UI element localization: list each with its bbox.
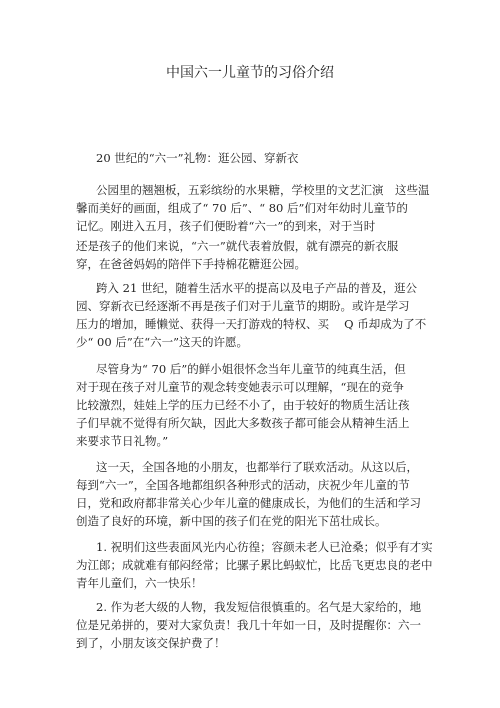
paragraph-line: 压力的增加，睡懒觉、获得一天打游戏的特权、买 Q 币却成为了不 — [76, 317, 427, 331]
paragraph-line: 穿，在爸爸妈妈的陪伴下手持棉花糖逛公园。 — [76, 257, 306, 271]
paragraph-line: 这一天，全国各地的小朋友，也都举行了联欢活动。从这以后， — [96, 460, 418, 474]
paragraph-line: 馨而美好的画面，组成了“ 70 后”、“ 80 后”们对年幼时儿童节的 — [76, 201, 408, 215]
paragraph-line: 跨入 21 世纪，随着生活水平的提高以及电子产品的普及，逛公 — [96, 281, 417, 295]
paragraph-line: 公园里的翘翘板，五彩缤纷的水果糖，学校里的文艺汇演 这些温 — [96, 183, 430, 197]
paragraph-line: 每到“六一”，全国各地都组织各种形式的活动，庆祝少年儿童的节 — [76, 478, 410, 492]
paragraph-line: 记忆。刚进入五月，孩子们便盼着“六一”的到来，对于当时 — [76, 219, 376, 233]
list-item-line: 2. 作为老大级的人物，我发短信很慎重的。名气是大家给的，地 — [96, 600, 422, 614]
list-item-line: 到了，小朋友该交保护费了！ — [76, 636, 226, 650]
paragraph-line: 子们早就不觉得有所欠缺，因此大多数孩子都可能会从精神生活上 — [76, 416, 410, 430]
list-item-line: 位是兄弟拼的，要对大家负责！我几十年如一日，及时提醒你：六一 — [76, 618, 421, 632]
list-item-line: 青年儿童们，六一快乐！ — [76, 576, 203, 590]
paragraph-line: 少“ 00 后”在“六一”这天的许愿。 — [76, 335, 248, 349]
paragraph-line: 日，党和政府都非常关心少年儿童的健康成长，为他们的生活和学习 — [76, 496, 421, 510]
paragraph-line: 园、穿新衣已经逐渐不再是孩子们对于儿童节的期盼。或许是学习 — [76, 299, 410, 313]
paragraph-line: 比较激烈，娃娃上学的压力已经不小了，由于较好的物质生活让孩 — [76, 398, 410, 412]
list-item-line: 为江郎；成就难有郁闷经常；比骡子累比蚂蚁忙，比岳飞更忠良的老中 — [76, 558, 433, 572]
paragraph-line: 创造了良好的环境，新中国的孩子们在党的阳光下茁壮成长。 — [76, 514, 387, 528]
list-item-line: 1. 祝明们这些表面风光内心彷徨；容颜未老人已沧桑；似乎有才实 — [96, 540, 433, 554]
paragraph-line: 对于现在孩子对儿童节的观念转变她表示可以理解，“现在的竞争 — [76, 380, 404, 394]
paragraph-line: 来要求节日礼物。” — [76, 434, 169, 448]
section-heading: 20 世纪的“六一”礼物：逛公园、穿新衣 — [96, 151, 299, 165]
document-title: 中国六一儿童节的习俗介绍 — [166, 65, 334, 81]
paragraph-line: 尽管身为“ 70 后”的鲜小姐很怀念当年儿童节的纯真生活，但 — [96, 362, 406, 376]
paragraph-line: 还是孩子的他们来说，“六一”就代表着放假，就有漂亮的新衣服 — [76, 239, 399, 253]
